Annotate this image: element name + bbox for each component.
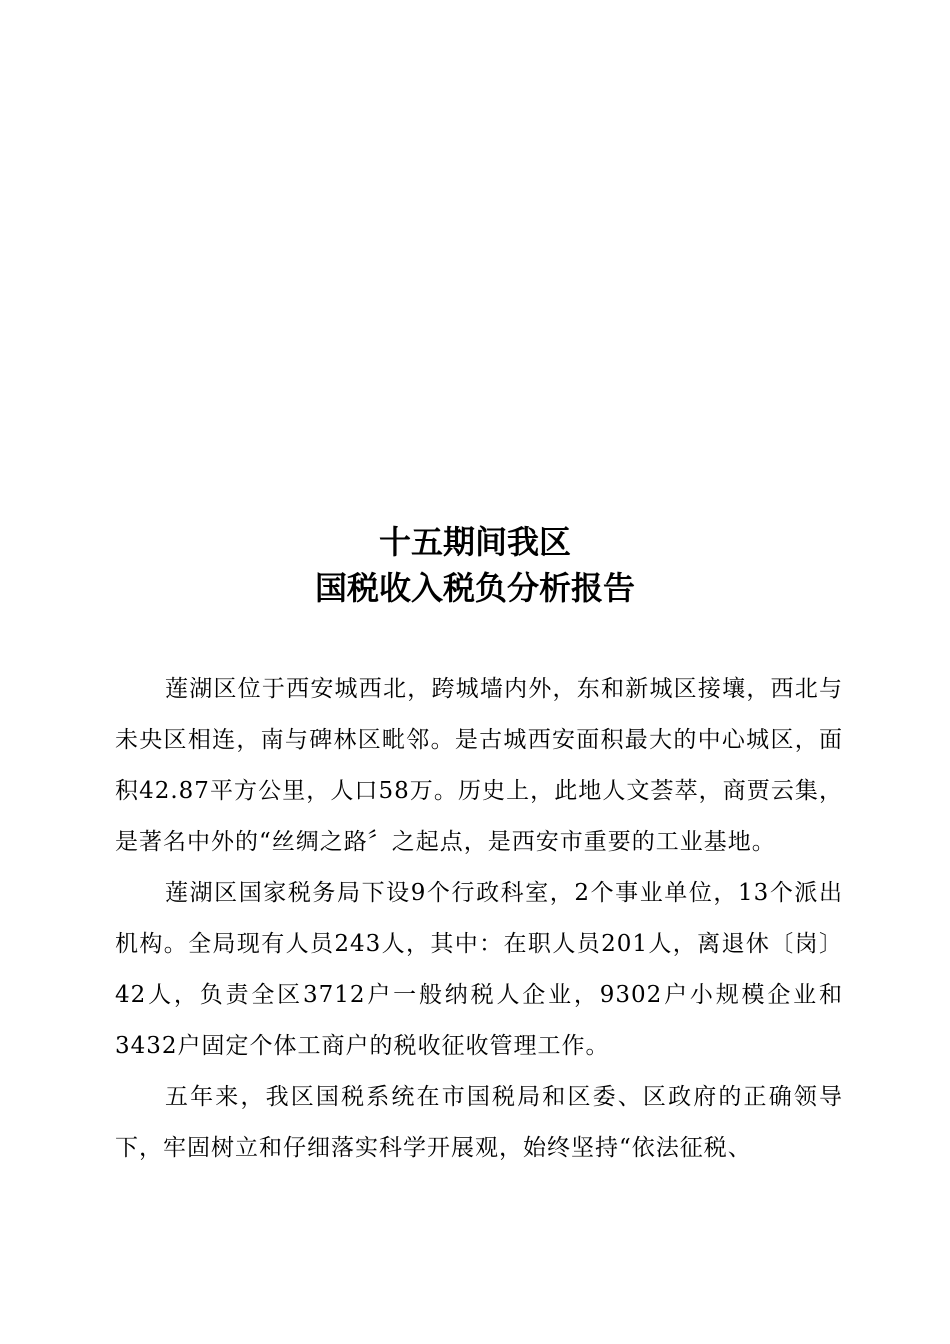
paragraph-location: 莲湖区位于西安城西北，跨城墙内外，东和新城区接壤，西北与未央区相连，南与碑林区毗邻。是古城西安面积最大的中心城区，面积42.87平方公里，人口58万。历史上，此地人文荟萃，商贾云集，是著名中外的“丝绸之路〞之起点，是西安市重要的工业基地。 xyxy=(115,676,843,855)
document-body xyxy=(115,664,843,1174)
title-line-2: 国税收入税负分析报告 xyxy=(314,569,635,607)
title-line-1: 十五期间我区 xyxy=(378,523,571,561)
paragraph-organization: 莲湖区国家税务局下设9个行政科室，2个事业单位，13个派出机构。全局现有人员243人，其中：在职人员201人，离退休〔岗〕42人，负责全区3712户一般纳税人企业，9302户小规模企业和3432户固定个体工商户的税收征收管理工作。 xyxy=(115,880,843,1059)
paragraph-overview: 五年来，我区国税系统在市国税局和区委、区政府的正确领导下，牢固树立和仔细落实科学开展观，始终坚持“依法征税、 xyxy=(115,1084,843,1161)
